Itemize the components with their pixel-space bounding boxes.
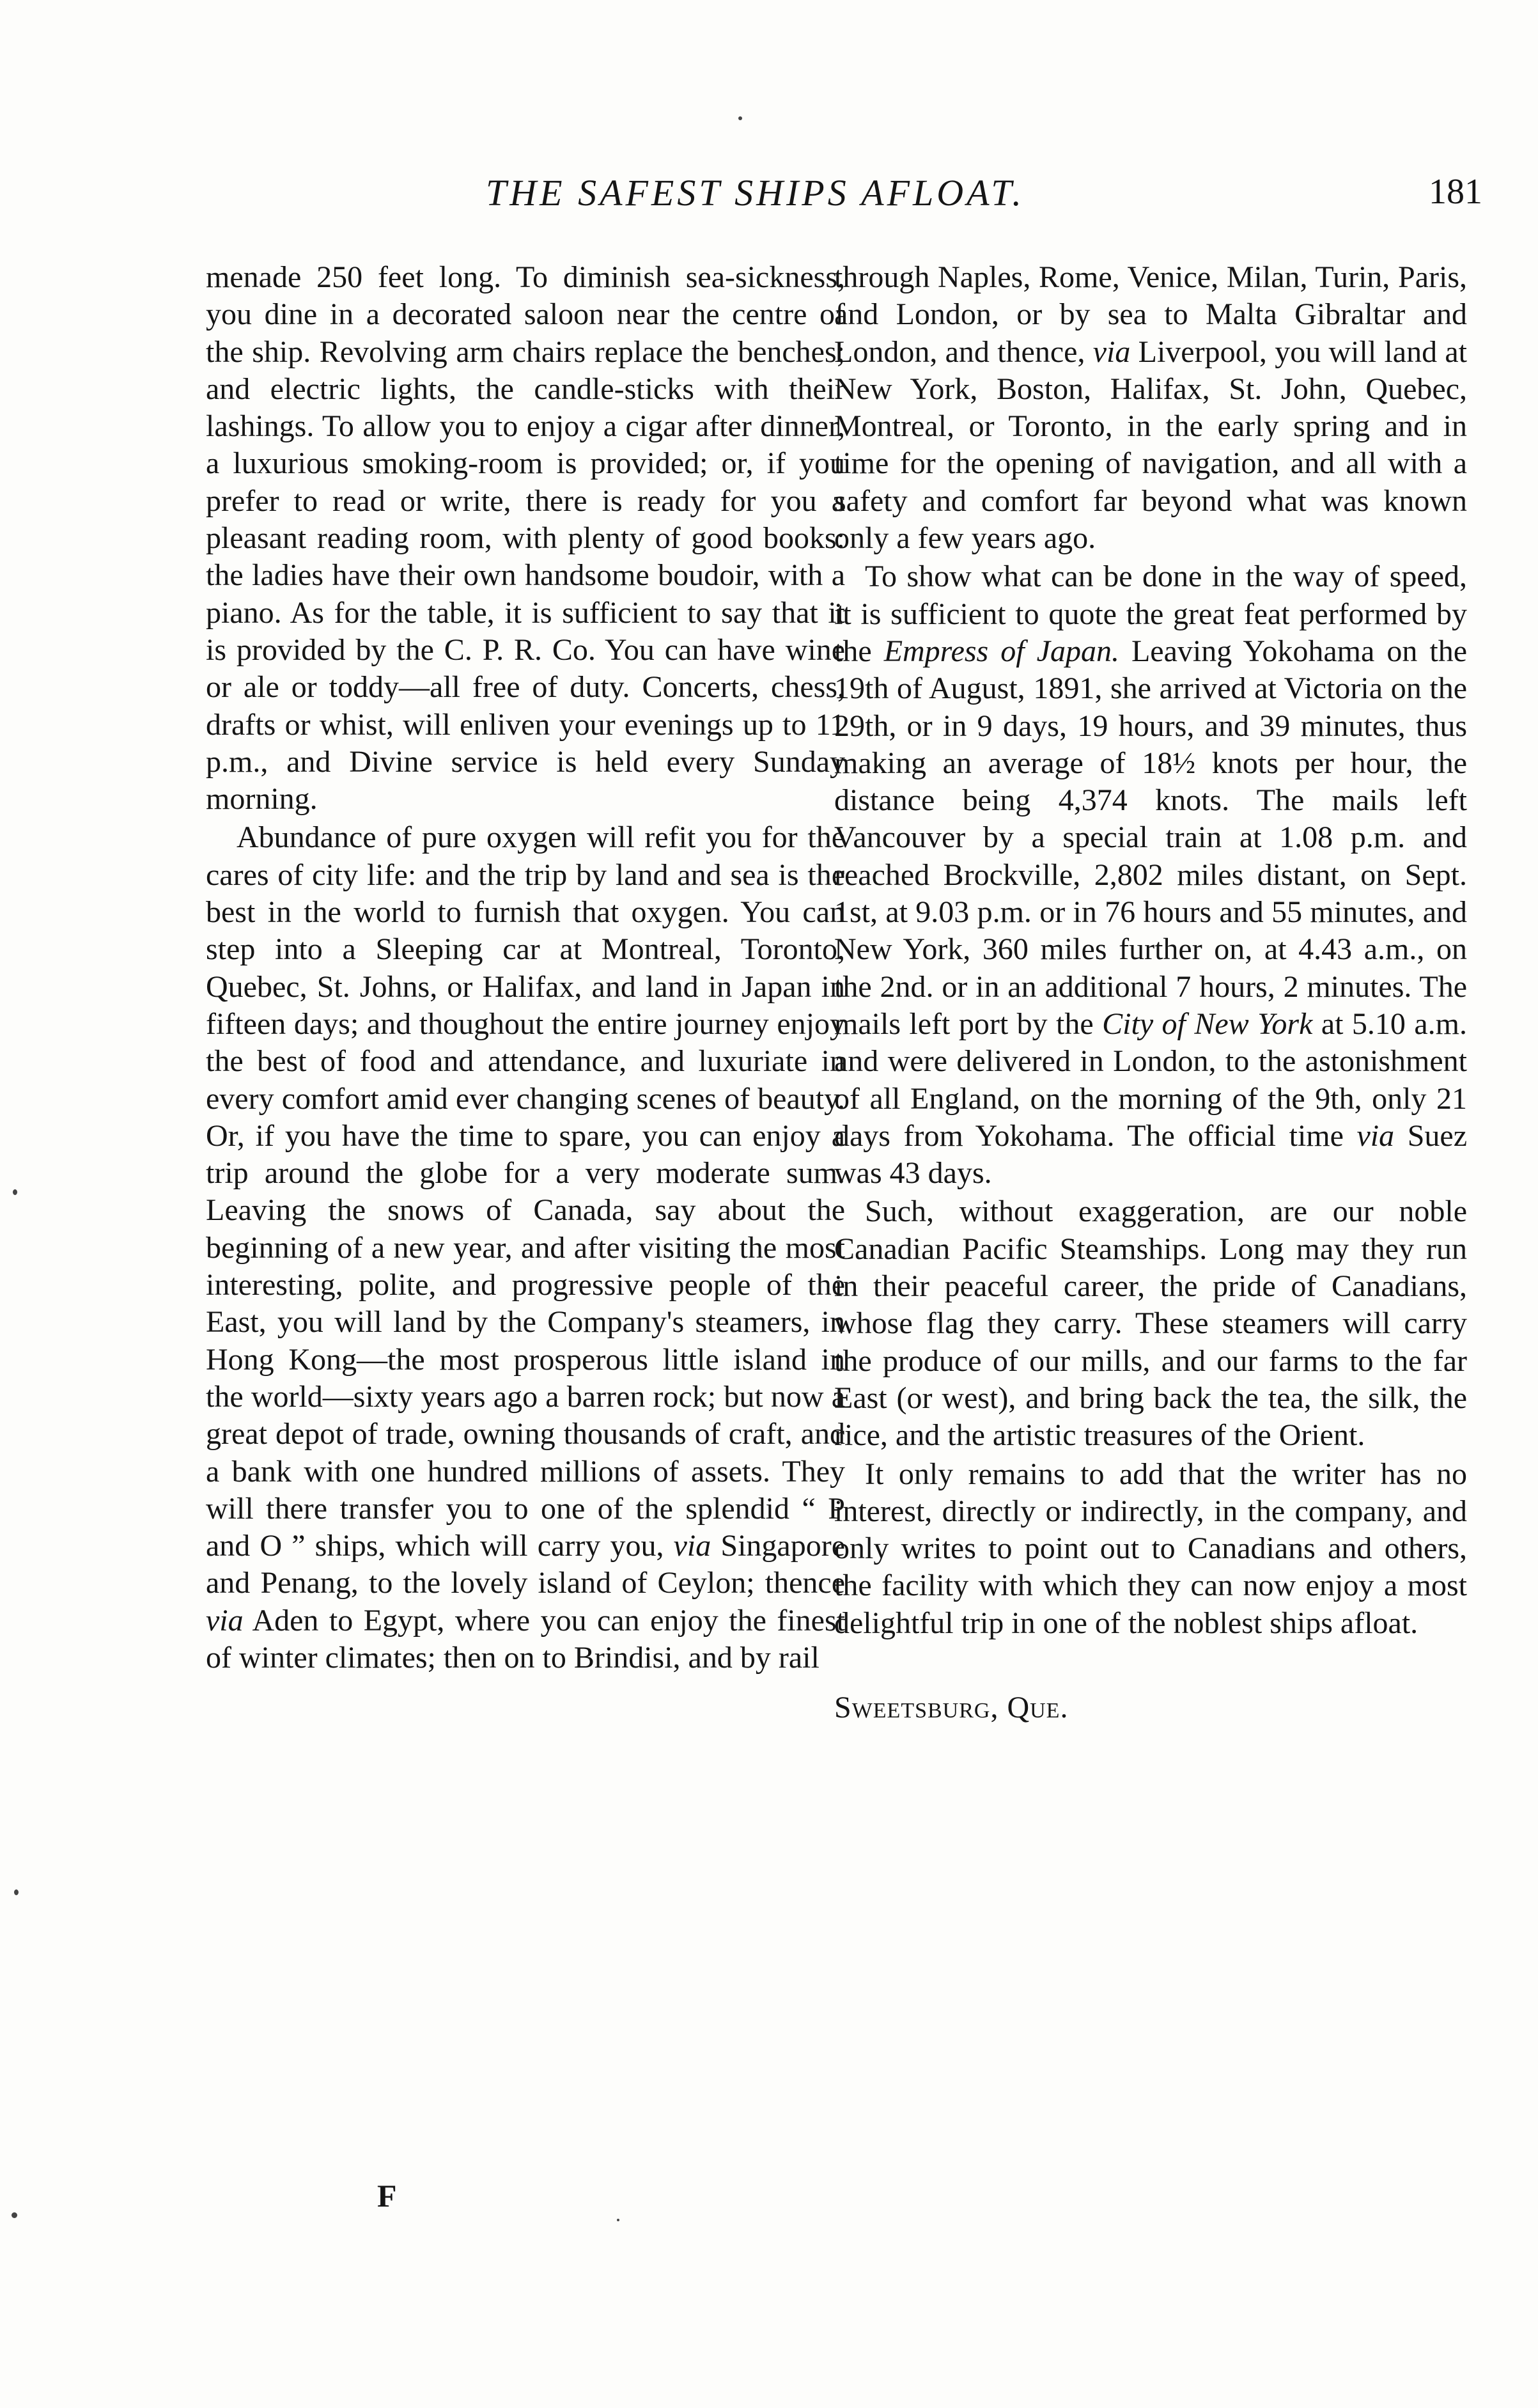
print-speck — [13, 1189, 17, 1195]
print-speck — [14, 1889, 19, 1895]
left-paragraph-2-text-c: Aden to Egypt, where you can enjoy the finest of winter climates; then on to Brindisi, and by rail — [206, 1603, 845, 1675]
ship-name-city-of-new-york: City of New York — [1102, 1006, 1313, 1041]
right-paragraph-4 — [834, 1456, 1467, 1642]
right-paragraph-3-text: Such, without exaggeration, are our noble Canadian Pacific Steamships. Long may they run in their peaceful career, the pride of Canadians, whose flag they carry. These steamers will carry the produce of our mills, and our farms to the far East (or west), and bring back the tea, the silk, the rice, and the artistic treasures of the Orient. — [834, 1194, 1467, 1453]
right-paragraph-4-text: It only remains to add that the writer has no interest, directly or indirectly, in the company, and only writes to point out to Canadians and others, the facility with which they can now enjoy a most delightful trip in one of the noblest ships afloat. — [834, 1457, 1467, 1640]
left-paragraph-1-text: menade 250 feet long. To diminish sea-sickness, you dine in a decorated saloon near the centre of the ship. Revolving arm chairs replace the benches; and electric lights, the candle-sticks with their lashings. To allow you to enjoy a cigar after dinner, a luxurious smoking-room is provided; or, if you prefer to read or write, there is ready for you a pleasant reading room, with plenty of good books: the ladies have their own handsome boudoir, with a piano. As for the table, it is sufficient to say that it is provided by the C. P. R. Co. You can have wine or ale or toddy—all free of duty. Concerts, chess, drafts or whist, will enliven your evenings up to 11 p.m., and Divine service is held every Sunday morning. — [206, 260, 845, 817]
left-paragraph-2-text-b: Singapore and Penang, to the lovely island of Ceylon; thence — [206, 1529, 845, 1600]
italic-via: via — [206, 1603, 244, 1638]
left-column — [206, 259, 845, 1677]
right-column — [834, 259, 1467, 1726]
right-paragraph-2-text-a: To show what can be done in the way of speed, it is sufficient to quote the great feat performed by the — [834, 559, 1467, 668]
author-location-signature: Sweetsburg, Que. — [834, 1690, 1069, 1724]
right-paragraph-2 — [834, 558, 1467, 1192]
italic-via: via — [1356, 1118, 1395, 1153]
print-speck — [617, 2219, 619, 2221]
italic-via: via — [1092, 334, 1131, 369]
right-paragraph-2-text-c: at 5.10 a.m. and were delivered in London, to the astonishment of all England, on the morning of the 9th, only 21 days from Yokohama. The official time — [834, 1006, 1467, 1153]
left-paragraph-2-text-a: Abundance of pure oxygen will refit you for the cares of city life: and the trip by land and sea is the best in the world to furnish that oxygen. You can step into a Sleeping car at Montreal, Toronto, Quebec, St. Johns, or Halifax, and land in Japan in fifteen days; and thoughout the entire journey enjoy the best of food and attendance, and luxuriate in every comfort amid ever changing scenes of beauty. Or, if you have the time to spare, you can enjoy a trip around the globe for a very moderate sum. Leaving the snows of Canada, say about the beginning of a new year, and after visiting the most interesting, polite, and progressive people of the East, you will land by the Company's steamers, in Hong Kong—the most prosperous little island in the world—sixty years ago a barren rock; but now a great depot of trade, owning thousands of craft, and a bank with one hundred millions of assets. They will there transfer you to one of the splendid “ P and O ” ships, which will carry you, — [206, 820, 845, 1563]
right-paragraph-2-text-b: Leaving Yokohama on the 19th of August, 1891, she arrived at Victoria on the 29th, or in 9 days, 19 hours, and 39 minutes, thus making an average of 18½ knots per hour, the distance being 4,374 knots. The mails left Vancouver by a special train at 1.08 p.m. and reached Brockville, 2,802 miles distant, on Sept. 1st, at 9.03 p.m. or in 76 hours and 55 minutes, and New York, 360 miles further on, at 4.43 a.m., on the 2nd. or in an additional 7 hours, 2 minutes. The mails left port by the — [834, 634, 1468, 1041]
right-paragraph-1 — [834, 259, 1467, 557]
right-paragraph-3 — [834, 1193, 1467, 1454]
left-paragraph-2 — [206, 819, 845, 1677]
right-paragraph-1-text-a: through Naples, Rome, Venice, Milan, Turin, Paris, and London, or by sea to Malta Gibraltar and London, and thence, — [834, 260, 1467, 369]
print-speck — [738, 116, 742, 120]
page-number: 181 — [1429, 172, 1482, 212]
printer-signature-mark: F — [377, 2178, 397, 2214]
right-paragraph-2-text-d: Suez was 43 days. — [834, 1118, 1467, 1191]
right-paragraph-1-text-b: Liverpool, you will land at New York, Boston, Halifax, St. John, Quebec, Montreal, or Toronto, in the early spring and in time for the opening of navigation, and all with a safety and comfort far beyond what was known only a few years ago. — [834, 334, 1467, 556]
ship-name-empress-of-japan: Empress of Japan. — [883, 634, 1119, 668]
print-speck — [12, 2212, 17, 2218]
running-title: THE SAFEST SHIPS AFLOAT. — [486, 172, 1025, 214]
italic-via: via — [673, 1529, 711, 1563]
left-paragraph-1 — [206, 259, 845, 818]
